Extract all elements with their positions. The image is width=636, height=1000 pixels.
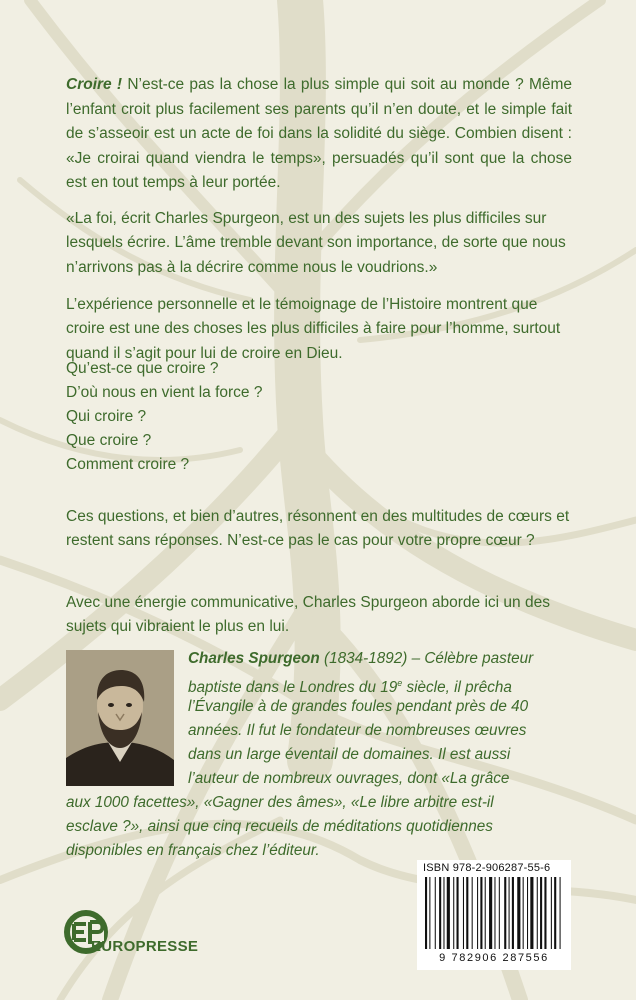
barcode-bar [472,877,473,949]
question-item: Comment croire ? [66,456,190,473]
bio-line-8: esclave ?», ainsi que cinq recueils de méditations quotidiennes [66,818,493,835]
barcode-bar [485,877,486,949]
barcode-bar [512,877,514,949]
bio-line-6: l’auteur de nombreux ouvrages, dont «La grâce [188,770,510,787]
barcode-bar [429,877,430,949]
barcode-bar [453,877,454,949]
question-item: Qui croire ? [66,408,147,425]
bio-line-2: baptiste dans le Londres du 19 [188,679,398,697]
bio-dates: (1834-1892) [319,650,408,667]
closing-question-paragraph: Ces questions, et bien d’autres, résonnent en des multitudes de cœurs et restent sans réponses. N’est-ce pas le cas pour votre propre cœur ? [66,507,570,549]
barcode-bar [499,877,500,949]
energy-paragraph: Avec une énergie communicative, Charles Spurgeon aborde ici un des sujets qui vibraient le plus en lui. [66,593,550,635]
barcode-bar [560,877,561,949]
barcode-bar [425,877,427,949]
barcode-bar [517,877,520,949]
barcode-bar [530,877,533,949]
barcode-bar [457,877,459,949]
intro-text: N’est-ce pas la chose la plus simple qui soit au monde ? Même l’enfant croit plus facilement ses parents qu’il n’en doute, et le simple fait de s’asseoir est un acte de foi dans la solidité du siège. Combien disent : «Je croirai quand viendra le temps», persuadés qu’il sont que la chose est en tout temps à leur portée. [66,76,573,191]
publisher-name: EUROPRESSE [91,938,199,955]
barcode-bar [466,877,468,949]
barcode-bar [544,877,546,949]
bio-line-7: aux 1000 facettes», «Gagner des âmes», «Le libre arbitre est-il [66,794,494,811]
barcode-bar [447,877,450,949]
barcode-bar [537,877,538,949]
bio-line-4: années. Il fut le fondateur de nombreuses œuvres [188,722,527,739]
barcode-bar [435,877,436,949]
isbn-number: ISBN 978-2-906287-55-6 [423,862,551,874]
question-item: D’où nous en vient la force ? [66,384,263,401]
barcode-bar [443,877,444,949]
barcode-bar [439,877,441,949]
question-item: Que croire ? [66,432,152,449]
barcode-bar [480,877,482,949]
barcode-bar [554,877,556,949]
barcode-bar [509,877,510,949]
questions-list [66,357,572,477]
barcode-bar [494,877,495,949]
intro-paragraph [66,73,572,196]
barcode-bar [523,877,524,949]
bio-line-5: dans un large éventail de domaines. Il est aussi [188,746,511,763]
barcode-digits: 9 782906 287556 [439,952,549,964]
barcode-bar [463,877,464,949]
barcode-bar [489,877,492,949]
barcode-bars [425,877,563,951]
bio-line-1: – Célèbre pasteur [407,650,534,667]
barcode-bar [527,877,528,949]
experience-paragraph: L’expérience personnelle et le témoignage de l’Histoire montrent que croire est une des choses les plus difficiles à faire pour l’homme, surtout quand il s’agit pour lui de croire en Dieu. [66,295,561,362]
question-item: Qu’est-ce que croire ? [66,360,219,377]
barcode-bar [551,877,552,949]
barcode-bar [477,877,478,949]
bio-line-9: disponibles en français chez l’éditeur. [66,842,320,859]
spurgeon-quote: «La foi, écrit Charles Spurgeon, est un des sujets les plus difficiles sur lesquels écrire. L’âme tremble devant son importance, de sorte que nous n’arrivons pas à la décrire comme nous le voudrions.» [66,209,566,276]
barcode-bar [540,877,542,949]
bio-line-2-sup: e [397,678,403,688]
bio-line-2-rest: siècle, il prêcha [402,679,512,697]
intro-lead: Croire ! [66,76,123,93]
bio-line-3: l’Évangile à de grandes foules pendant près de 40 [188,698,529,715]
bio-name: Charles Spurgeon [188,650,320,667]
author-bio [66,647,576,863]
isbn-barcode [417,860,571,970]
barcode-bar [504,877,506,949]
